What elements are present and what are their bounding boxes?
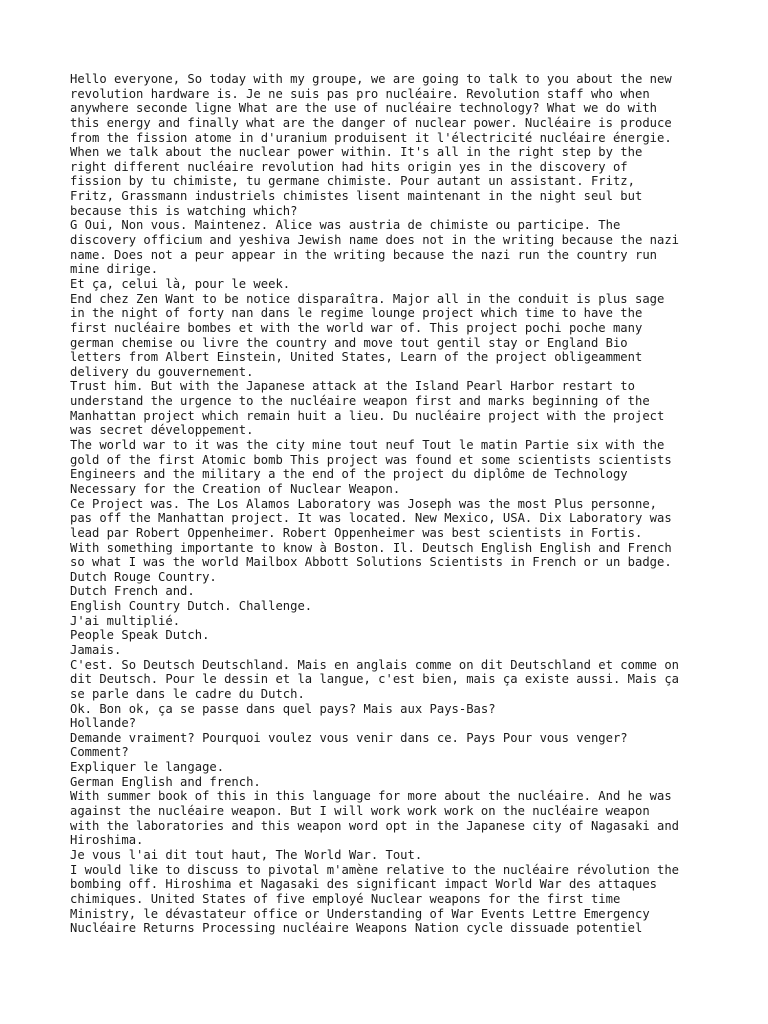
text-line: name. Does not a peur appear in the writing because the nazi run the country run <box>70 247 657 262</box>
text-line: german chemise ou livre the country and move tout gentil stay or England Bio <box>70 335 628 350</box>
text-line: Jamais. <box>70 642 122 657</box>
text-line: discovery officium and yeshiva Jewish name does not in the writing because the nazi <box>70 233 680 248</box>
text-line: this energy and finally what are the danger of nuclear power. Nucléaire is produce <box>70 115 672 130</box>
text-line: J'ai multiplié. <box>70 613 181 628</box>
text-line: mine dirige. <box>70 262 159 277</box>
text-line: The world war to it was the city mine tout neuf Tout le matin Partie six with the <box>70 438 665 453</box>
text-line: in the night of forty nan dans le regime lounge project which time to have the <box>70 306 643 321</box>
text-line: German English and french. <box>70 774 261 789</box>
text-line: understand the urgence to the nucléaire weapon first and marks beginning of the <box>70 394 650 409</box>
text-line: Dutch French and. <box>70 584 195 599</box>
text-line: Nucléaire Returns Processing nucléaire Weapons Nation cycle dissuade potentiel <box>70 921 643 936</box>
text-line: first nucléaire bombes et with the world war of. This project pochi poche many <box>70 320 643 335</box>
text-line: Fritz, Grassmann industriels chimistes lisent maintenant in the night seul but <box>70 189 643 204</box>
text-line: When we talk about the nuclear power within. It's all in the right step by the <box>70 145 643 160</box>
text-line: Demande vraiment? Pourquoi voulez vous venir dans ce. Pays Pour vous venger? <box>70 730 628 745</box>
text-line: Hollande? <box>70 716 137 731</box>
text-line: Ministry, le dévastateur office or Understanding of War Events Lettre Emergency <box>70 906 650 921</box>
text-line: With something importante to know à Boston. Il. Deutsch English English and French <box>70 540 672 555</box>
text-line: se parle dans le cadre du Dutch. <box>70 686 305 701</box>
text-line: against the nucléaire weapon. But I will work work work on the nucléaire weapon <box>70 804 650 819</box>
text-line: from the fission atome in d'uranium produisent it l'électricité nucléaire énergie. <box>70 130 672 145</box>
text-line: Je vous l'ai dit tout haut, The World War. Tout. <box>70 847 423 862</box>
text-line: Et ça, celui là, pour le week. <box>70 276 291 291</box>
text-line: C'est. So Deutsch Deutschland. Mais en anglais comme on dit Deutschland et comme on <box>70 657 680 672</box>
text-line: Hiroshima. <box>70 833 144 848</box>
text-line: because this is watching which? <box>70 203 298 218</box>
text-line: People Speak Dutch. <box>70 628 210 643</box>
text-line: lead par Robert Oppenheimer. Robert Oppenheimer was best scientists in Fortis. <box>70 525 643 540</box>
text-line: so what I was the world Mailbox Abbott Solutions Scientists in French or un badge. <box>70 555 672 570</box>
text-line: dit Deutsch. Pour le dessin et la langue, c'est bien, mais ça existe aussi. Mais ça <box>70 672 680 687</box>
text-line: Necessary for the Creation of Nuclear Weapon. <box>70 481 401 496</box>
text-line: Trust him. But with the Japanese attack at the Island Pearl Harbor restart to <box>70 379 635 394</box>
text-line: anywhere seconde ligne What are the use of nucléaire technology? What we do with <box>70 101 657 116</box>
text-line: delivery du gouvernement. <box>70 364 254 379</box>
text-line: Expliquer le langage. <box>70 760 225 775</box>
text-line: Dutch Rouge Country. <box>70 569 217 584</box>
text-line: revolution hardware is. Je ne suis pas pro nucléaire. Revolution staff who when <box>70 86 650 101</box>
text-line: pas off the Manhattan project. It was located. New Mexico, USA. Dix Laboratory was <box>70 511 672 526</box>
text-line: right different nucléaire revolution had hits origin yes in the discovery of <box>70 159 628 174</box>
text-line: Ok. Bon ok, ça se passe dans quel pays? Mais aux Pays-Bas? <box>70 701 496 716</box>
text-line: Manhattan project which remain huit a lieu. Du nucléaire project with the project <box>70 408 665 423</box>
text-line: Comment? <box>70 745 129 760</box>
text-line: fission by tu chimiste, tu germane chimiste. Pour autant un assistant. Fritz, <box>70 174 635 189</box>
text-line: English Country Dutch. Challenge. <box>70 599 313 614</box>
text-line: Ce Project was. The Los Alamos Laboratory was Joseph was the most Plus personne, <box>70 496 657 511</box>
text-line: End chez Zen Want to be notice disparaîtra. Major all in the conduit is plus sage <box>70 291 665 306</box>
text-line: Hello everyone, So today with my groupe, we are going to talk to you about the new <box>70 72 672 86</box>
text-line: With summer book of this in this language for more about the nucléaire. And he was <box>70 789 672 804</box>
text-line: gold of the first Atomic bomb This project was found et some scientists scientists <box>70 452 672 467</box>
text-line: Engineers and the military a the end of the project du diplôme de Technology <box>70 467 628 482</box>
text-line: G Oui, Non vous. Maintenez. Alice was austria de chimiste ou participe. The <box>70 218 621 233</box>
text-line: bombing off. Hiroshima et Nagasaki des significant impact World War des attaques <box>70 877 657 892</box>
text-line: was secret développement. <box>70 423 254 438</box>
text-line: with the laboratories and this weapon word opt in the Japanese city of Nagasaki and <box>70 818 680 833</box>
text-line: letters from Albert Einstein, United States, Learn of the project obligeamment <box>70 350 643 365</box>
text-line: chimiques. United States of five employé Nuclear weapons for the first time <box>70 891 621 906</box>
document-body <box>70 72 730 936</box>
text-line: I would like to discuss to pivotal m'amène relative to the nucléaire révolution the <box>70 862 680 877</box>
